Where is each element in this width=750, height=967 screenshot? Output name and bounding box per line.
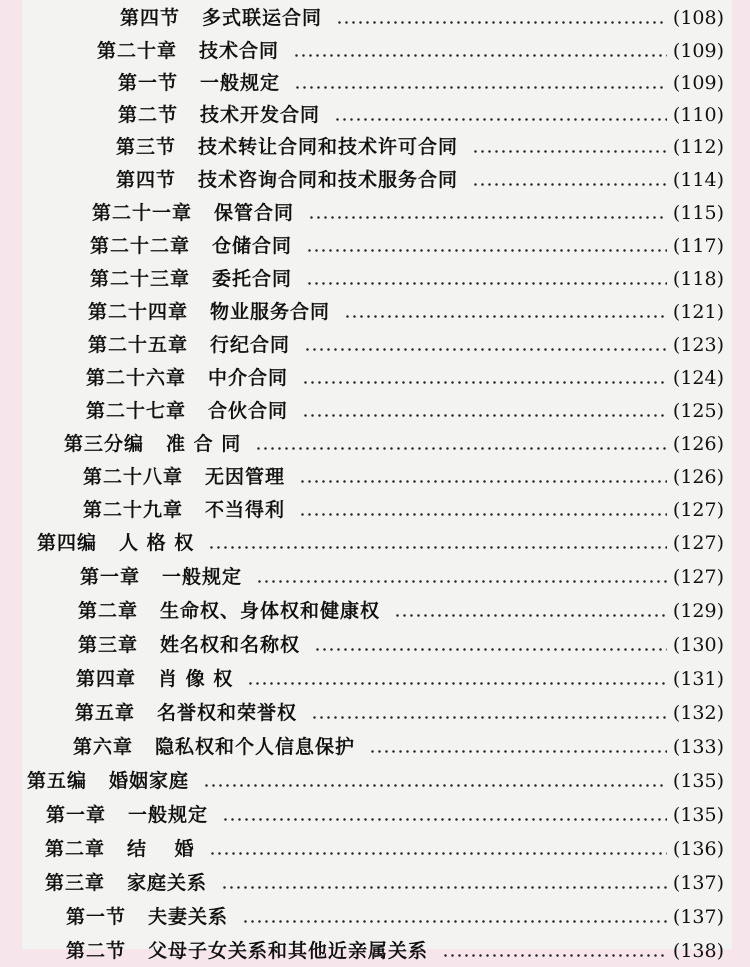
toc-entry[interactable] xyxy=(75,697,724,729)
toc-entry-page-number: (114) xyxy=(672,169,724,191)
toc-entry[interactable] xyxy=(37,527,724,559)
toc-entry-page-number: (135) xyxy=(672,770,724,792)
toc-entry[interactable] xyxy=(88,329,724,361)
toc-entry-page-number: (115) xyxy=(672,202,724,224)
toc-entry[interactable] xyxy=(76,663,724,695)
toc-entry-title: 技术开发合同 xyxy=(200,104,321,126)
toc-entry-page-number: (135) xyxy=(672,804,724,826)
dot-leader xyxy=(222,799,667,831)
toc-entry-title: 技术合同 xyxy=(199,40,280,62)
toc-entry-label: 第二十二章 xyxy=(90,235,191,257)
toc-entry-label: 第四节 xyxy=(120,7,181,29)
toc-entry-title: 一般规定 xyxy=(200,72,281,94)
toc-entry-label: 第二章 xyxy=(45,838,106,860)
toc-entry-page-number: (136) xyxy=(672,838,724,860)
toc-entry-title: 无因管理 xyxy=(205,466,286,488)
toc-entry-title: 人 格 权 xyxy=(119,532,195,554)
toc-entry-page-number: (137) xyxy=(672,872,724,894)
dot-leader xyxy=(302,395,667,427)
toc-entry[interactable] xyxy=(90,230,724,262)
toc-entry[interactable] xyxy=(66,935,724,967)
toc-entry-title: 多式联运合同 xyxy=(202,7,323,29)
toc-entry-page-number: (127) xyxy=(672,566,724,588)
dot-leader xyxy=(304,329,667,361)
toc-entry-title: 技术咨询合同和技术服务合同 xyxy=(198,169,459,191)
dot-leader xyxy=(472,164,667,196)
dot-leader xyxy=(442,935,667,967)
toc-entry-label: 第五编 xyxy=(27,770,88,792)
dot-leader xyxy=(299,494,667,526)
toc-entry-page-number: (124) xyxy=(672,367,724,389)
dot-leader xyxy=(293,35,667,67)
toc-entry-page-number: (121) xyxy=(672,301,724,323)
toc-entry-label: 第四编 xyxy=(37,532,98,554)
dot-leader xyxy=(369,731,667,763)
toc-entry[interactable] xyxy=(116,164,724,196)
toc-entry-page-number: (126) xyxy=(672,433,724,455)
toc-entry-page-number: (132) xyxy=(672,702,724,724)
document-page xyxy=(22,0,732,962)
dot-leader xyxy=(209,833,667,865)
toc-entry[interactable] xyxy=(45,833,724,865)
toc-entry[interactable] xyxy=(88,296,724,328)
dot-leader xyxy=(203,765,667,797)
toc-entry-label: 第二十九章 xyxy=(83,499,184,521)
toc-entry-label: 第二节 xyxy=(118,104,179,126)
toc-entry-title: 仓储合同 xyxy=(212,235,293,257)
toc-entry[interactable] xyxy=(27,765,724,797)
toc-entry-page-number: (109) xyxy=(672,40,724,62)
dot-leader xyxy=(247,663,667,695)
toc-entry[interactable] xyxy=(78,595,724,627)
toc-entry-title: 肖 像 权 xyxy=(158,668,234,690)
toc-entry[interactable] xyxy=(46,799,724,831)
toc-entry-title: 不当得利 xyxy=(205,499,286,521)
dot-leader xyxy=(394,595,667,627)
toc-entry-label: 第三分编 xyxy=(64,433,145,455)
toc-entry-title: 委托合同 xyxy=(212,268,293,290)
toc-entry-page-number: (109) xyxy=(672,72,724,94)
toc-entry-title: 结 婚 xyxy=(127,838,195,860)
toc-entry-label: 第二十一章 xyxy=(92,202,193,224)
toc-entry[interactable] xyxy=(92,197,724,229)
toc-entry[interactable] xyxy=(86,362,724,394)
dot-leader xyxy=(308,197,667,229)
toc-entry-page-number: (125) xyxy=(672,400,724,422)
toc-entry-label: 第二十四章 xyxy=(88,301,189,323)
toc-entry[interactable] xyxy=(83,461,724,493)
toc-entry-title: 父母子女关系和其他近亲属关系 xyxy=(148,940,429,962)
toc-entry-label: 第二节 xyxy=(66,940,127,962)
toc-entry-title: 隐私权和个人信息保护 xyxy=(155,736,356,758)
toc-entry[interactable] xyxy=(97,35,724,67)
toc-entry-label: 第二十八章 xyxy=(83,466,184,488)
toc-entry-label: 第四章 xyxy=(76,668,137,690)
toc-entry-title: 保管合同 xyxy=(214,202,295,224)
dot-leader xyxy=(334,99,667,131)
toc-entry-title: 技术转让合同和技术许可合同 xyxy=(198,136,459,158)
dot-leader xyxy=(302,362,667,394)
toc-entry-label: 第三章 xyxy=(45,872,106,894)
toc-entry-title: 中介合同 xyxy=(208,367,289,389)
toc-entry[interactable] xyxy=(120,2,724,34)
dot-leader xyxy=(294,67,667,99)
toc-entry-page-number: (117) xyxy=(672,235,724,257)
toc-entry[interactable] xyxy=(66,901,724,933)
dot-leader xyxy=(306,263,667,295)
toc-entry-title: 生命权、身体权和健康权 xyxy=(160,600,381,622)
toc-entry-page-number: (123) xyxy=(672,334,724,356)
toc-entry[interactable] xyxy=(45,867,724,899)
toc-entry[interactable] xyxy=(73,731,724,763)
dot-leader xyxy=(306,230,667,262)
toc-entry-label: 第一节 xyxy=(66,906,127,928)
toc-entry[interactable] xyxy=(118,99,724,131)
dot-leader xyxy=(255,428,667,460)
toc-entry-title: 行纪合同 xyxy=(210,334,291,356)
toc-entry-page-number: (110) xyxy=(672,104,724,126)
toc-entry-label: 第二十七章 xyxy=(86,400,187,422)
dot-leader xyxy=(221,867,667,899)
toc-entry-page-number: (127) xyxy=(672,499,724,521)
toc-entry[interactable] xyxy=(80,561,724,593)
toc-entry-title: 一般规定 xyxy=(162,566,243,588)
toc-entry-title: 准 合 同 xyxy=(166,433,242,455)
toc-entry-title: 名誉权和荣誉权 xyxy=(157,702,298,724)
toc-entry-label: 第二章 xyxy=(78,600,139,622)
toc-entry-label: 第二十五章 xyxy=(88,334,189,356)
toc-entry[interactable] xyxy=(86,395,724,427)
toc-entry-page-number: (126) xyxy=(672,466,724,488)
toc-entry-title: 家庭关系 xyxy=(127,872,208,894)
dot-leader xyxy=(311,697,667,729)
toc-entry-label: 第三章 xyxy=(78,634,139,656)
toc-entry-page-number: (112) xyxy=(672,136,724,158)
dot-leader xyxy=(208,527,667,559)
toc-entry[interactable] xyxy=(90,263,724,295)
toc-entry-page-number: (130) xyxy=(672,634,724,656)
toc-entry-label: 第五章 xyxy=(75,702,136,724)
toc-entry-title: 合伙合同 xyxy=(208,400,289,422)
toc-entry-page-number: (127) xyxy=(672,532,724,554)
toc-entry[interactable] xyxy=(64,428,724,460)
dot-leader xyxy=(344,296,667,328)
toc-entry-page-number: (118) xyxy=(672,268,724,290)
dot-leader xyxy=(299,461,667,493)
toc-entry-label: 第四节 xyxy=(116,169,177,191)
dot-leader xyxy=(256,561,667,593)
toc-entry-page-number: (108) xyxy=(672,7,724,29)
toc-entry-page-number: (138) xyxy=(672,940,724,962)
toc-entry[interactable] xyxy=(116,131,724,163)
toc-entry-title: 姓名权和名称权 xyxy=(160,634,301,656)
toc-entry-page-number: (133) xyxy=(672,736,724,758)
toc-entry-label: 第二十六章 xyxy=(86,367,187,389)
toc-entry-page-number: (137) xyxy=(672,906,724,928)
toc-entry-title: 一般规定 xyxy=(128,804,209,826)
toc-entry-page-number: (129) xyxy=(672,600,724,622)
toc-entry-label: 第二十章 xyxy=(97,40,178,62)
toc-entry[interactable] xyxy=(83,494,724,526)
toc-entry-title: 婚姻家庭 xyxy=(109,770,190,792)
dot-leader xyxy=(472,131,667,163)
toc-entry-label: 第一章 xyxy=(80,566,141,588)
toc-entry-label: 第一节 xyxy=(118,72,179,94)
toc-entry-title: 夫妻关系 xyxy=(148,906,229,928)
toc-entry[interactable] xyxy=(118,67,724,99)
toc-entry[interactable] xyxy=(78,629,724,661)
dot-leader xyxy=(336,2,667,34)
toc-entry-label: 第三节 xyxy=(116,136,177,158)
toc-entry-label: 第一章 xyxy=(46,804,107,826)
toc-entry-page-number: (131) xyxy=(672,668,724,690)
toc-entry-label: 第二十三章 xyxy=(90,268,191,290)
dot-leader xyxy=(314,629,667,661)
toc-entry-title: 物业服务合同 xyxy=(210,301,331,323)
toc-entry-label: 第六章 xyxy=(73,736,134,758)
dot-leader xyxy=(242,901,667,933)
